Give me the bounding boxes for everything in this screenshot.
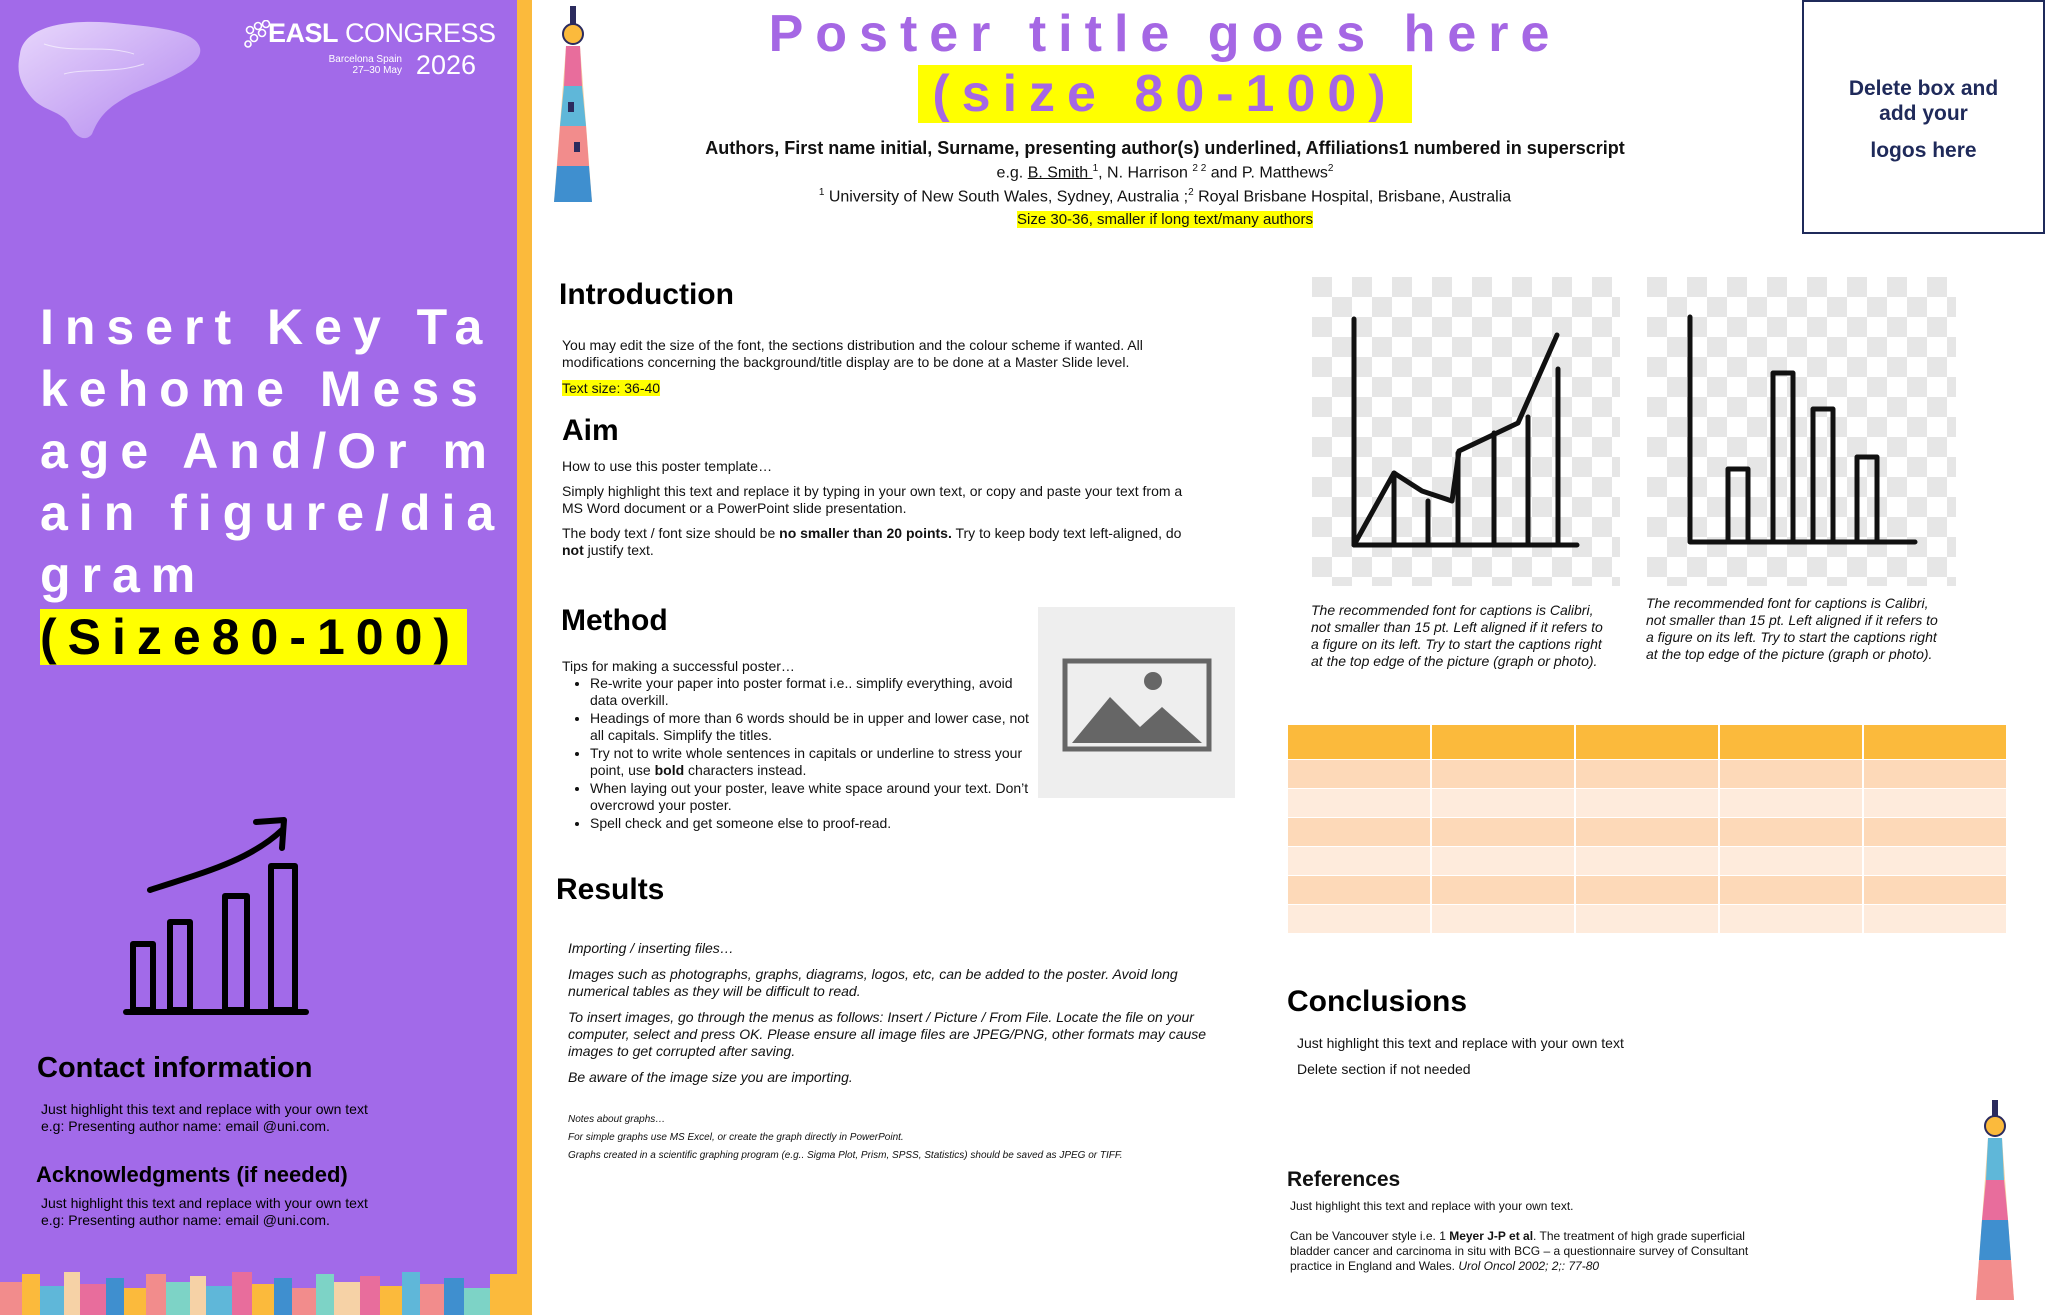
table-header-row	[1288, 725, 2007, 760]
growth-chart-icon	[118, 812, 314, 1016]
table-cell	[1719, 847, 1863, 876]
liver-icon	[14, 14, 204, 142]
references-p1: Just highlight this text and replace with your own text.	[1290, 1199, 1574, 1213]
aim-p3-b: no smaller than 20 points.	[779, 525, 952, 541]
event-logo-dots-icon	[244, 20, 278, 50]
table-header-cell	[1575, 725, 1719, 760]
logo-box-line-2: add your	[1879, 102, 1968, 125]
line-chart-icon[interactable]	[1312, 277, 1620, 586]
acknowledgments-line-1: Just highlight this text and replace with your own text	[41, 1195, 368, 1211]
table-cell	[1863, 876, 2007, 905]
table-cell	[1575, 789, 1719, 818]
table-cell	[1719, 760, 1863, 789]
results-heading: Results	[556, 873, 665, 906]
aim-p3-c: Try to keep body text left-aligned, do	[951, 525, 1182, 541]
logo-box[interactable]	[1802, 0, 2045, 234]
example-sup-2: 2 2	[1192, 163, 1207, 174]
table-row	[1288, 818, 2007, 847]
method-tips	[562, 675, 1032, 832]
table-cell	[1863, 847, 2007, 876]
image-placeholder[interactable]	[1038, 607, 1235, 798]
example-sup-1: 1	[1092, 163, 1099, 174]
table-cell	[1288, 905, 1431, 934]
aim-p3-a: The body text / font size should be	[562, 525, 780, 541]
key-message-text: Insert Key Takehome Message And/Or main figure/diagram	[40, 299, 506, 603]
acknowledgments-heading: Acknowledgments (if needed)	[36, 1162, 348, 1187]
example-sup-3: 2	[1327, 163, 1334, 174]
table-cell	[1288, 760, 1431, 789]
data-table	[1288, 725, 2008, 934]
event-location: Barcelona Spain	[328, 54, 402, 65]
table-header-cell	[1431, 725, 1575, 760]
table-cell	[1575, 760, 1719, 789]
table-header-cell	[1863, 725, 2007, 760]
results-note-2: For simple graphs use MS Excel, or create the graph directly in PowerPoint.	[568, 1132, 904, 1143]
poster-title	[540, 4, 1790, 124]
aff-text-2: Royal Brisbane Hospital, Brisbane, Australia	[1193, 188, 1512, 206]
contact-line-1: Just highlight this text and replace with your own text	[41, 1101, 368, 1117]
table-cell	[1431, 789, 1575, 818]
method-tip3-c: characters instead.	[684, 762, 807, 778]
acknowledgments-text	[41, 1195, 368, 1229]
table-cell	[1288, 847, 1431, 876]
aim-p1: How to use this poster template…	[562, 458, 773, 474]
method-tip3-a: Try not to write whole sentences in capitals or underline to stress your point, use	[590, 745, 1023, 778]
example-end: and P. Matthews	[1206, 164, 1328, 182]
reference-b: Meyer J-P et al	[1449, 1229, 1534, 1243]
table-cell	[1719, 905, 1863, 934]
aim-p3-e: justify text.	[583, 542, 654, 558]
introduction-size-note-wrap	[562, 380, 660, 397]
conclusions-body	[1297, 1035, 1897, 1078]
results-p3: To insert images, go through the menus as follows: Insert / Picture / From File. Locate the file on your computer, select and press OK. Please ensure all image files are JPEG/PNG, other formats may cause images to get corrupted after saving.	[568, 1009, 1207, 1059]
method-tip: • When laying out your poster, leave white space around your text. Don’t overcrowd your poster.	[590, 780, 1032, 814]
method-body	[562, 658, 1032, 833]
accent-stripe	[517, 0, 532, 1315]
results-p1: Importing / inserting files…	[568, 940, 734, 956]
contact-line-2: e.g: Presenting author name: email @uni.com.	[41, 1118, 330, 1134]
results-p4: Be aware of the image size you are importing.	[568, 1069, 853, 1085]
method-tip: • Re-write your paper into poster format i.e.. simplify everything, avoid data overkill.	[590, 675, 1032, 709]
left-panel	[0, 0, 517, 1315]
reference-c: . The treatment of high grade superficial bladder cancer and carcinoma in situ with BCG – a questionnaire survey of Consultant practice in England and Wales.	[1290, 1229, 1749, 1273]
reference-entry	[1290, 1229, 1770, 1274]
table-row	[1288, 789, 2007, 818]
method-tip: • Spell check and get someone else to proof-read.	[590, 815, 1032, 832]
size-note: Size 30-36, smaller if long text/many authors	[1017, 211, 1313, 228]
results-p2: Images such as photographs, graphs, diagrams, logos, etc, can be added to the poster. Avoid long numerical tables as they will be difficult to read.	[568, 966, 1178, 999]
table-cell	[1575, 818, 1719, 847]
example-mid: , N. Harrison	[1098, 164, 1193, 182]
aim-p3-d: not	[562, 542, 584, 558]
reference-a: Can be Vancouver style i.e. 1	[1290, 1229, 1450, 1243]
conclusions-heading: Conclusions	[1287, 985, 1468, 1018]
event-name-bold: EASL	[268, 18, 339, 48]
results-note-1: Notes about graphs…	[568, 1114, 666, 1125]
table-cell	[1863, 818, 2007, 847]
table-cell	[1288, 789, 1431, 818]
event-logo	[244, 18, 496, 80]
table-cell	[1719, 876, 1863, 905]
authors-line: Authors, First name initial, Surname, presenting author(s) underlined, Affiliations1 numbered in superscript	[705, 138, 1625, 158]
affiliations	[540, 187, 1790, 206]
bar-chart-icon[interactable]	[1647, 277, 1956, 586]
method-intro: Tips for making a successful poster…	[562, 658, 795, 674]
reference-d: Urol Oncol 2002; 2;: 77-80	[1458, 1259, 1600, 1273]
conclusions-p1: Just highlight this text and replace with your own text	[1297, 1035, 1624, 1051]
aim-p2: Simply highlight this text and replace it by typing in your own text, or copy and paste your text from a MS Word document or a PowerPoint slide presentation.	[562, 483, 1183, 516]
table-cell	[1863, 905, 2007, 934]
table-cell	[1575, 847, 1719, 876]
table-cell	[1288, 818, 1431, 847]
table-row	[1288, 905, 2007, 934]
aim-heading: Aim	[562, 414, 619, 447]
event-year: 2026	[415, 50, 476, 80]
conclusions-p2: Delete section if not needed	[1297, 1061, 1471, 1077]
table-cell	[1863, 760, 2007, 789]
image-placeholder-icon	[1038, 607, 1235, 798]
table-row	[1288, 760, 2007, 789]
aff-sup-2: 2	[1188, 187, 1194, 198]
event-location-dates	[329, 54, 402, 76]
logo-box-line-1: Delete box and	[1848, 77, 1999, 100]
introduction-text: You may edit the size of the font, the sections distribution and the colour scheme if wanted. All modifications concerning the background/title display are to be done at a Master Slide level.	[562, 337, 1143, 370]
table-row	[1288, 847, 2007, 876]
table-cell	[1431, 876, 1575, 905]
contact-text	[41, 1101, 368, 1135]
results-notes	[568, 1114, 1248, 1162]
table-header-cell	[1719, 725, 1863, 760]
acknowledgments-line-2: e.g: Presenting author name: email @uni.com.	[41, 1212, 330, 1228]
table-cell	[1431, 818, 1575, 847]
table-cell	[1575, 905, 1719, 934]
example-prefix: e.g.	[996, 164, 1028, 182]
poster-title-line-1: Poster title goes here	[768, 5, 1562, 63]
table-header-cell	[1288, 725, 1431, 760]
authors-example	[540, 163, 1790, 182]
tower-decoration-bottom	[1970, 1100, 2020, 1305]
method-heading: Method	[561, 604, 668, 637]
aff-sup-1: 1	[818, 187, 825, 198]
table-cell	[1431, 847, 1575, 876]
figure-caption-2: The recommended font for captions is Calibri, not smaller than 15 pt. Left aligned if it refers to a figure on its left. Try to start the captions right at the top edge of the picture (graph or photo).	[1646, 595, 1938, 662]
results-body	[568, 940, 1228, 1086]
introduction-size-note: Text size: 36-40	[562, 380, 661, 396]
skyline-decoration	[0, 1268, 517, 1315]
references-heading: References	[1287, 1168, 1401, 1191]
method-tip3-b: bold	[654, 762, 685, 778]
method-tip	[590, 745, 1032, 779]
table-cell	[1431, 760, 1575, 789]
introduction-heading: Introduction	[559, 278, 734, 311]
logo-box-line-3: logos here	[1870, 139, 1977, 162]
table-cell	[1288, 876, 1431, 905]
aim-body	[562, 458, 1202, 559]
event-name: CONGRESS	[338, 18, 496, 48]
table-cell	[1431, 905, 1575, 934]
poster-title-line-2: (size 80-100)	[918, 65, 1411, 123]
references-body	[1290, 1199, 1770, 1274]
aff-text-1: University of New South Wales, Sydney, Australia ;	[824, 188, 1189, 206]
table-cell	[1719, 818, 1863, 847]
example-author-underlined: B. Smith	[1027, 164, 1093, 182]
table-cell	[1575, 876, 1719, 905]
key-message-size: (Size80-100)	[40, 609, 467, 665]
results-note-3: Graphs created in a scientific graphing program (e.g.. Sigma Plot, Prism, SPSS, Statistics) should be saved as JPEG or TIFF.	[568, 1150, 1123, 1161]
method-tip: • Headings of more than 6 words should be in upper and lower case, not all capitals. Simplify the titles.	[590, 710, 1032, 744]
contact-heading: Contact information	[37, 1052, 313, 1084]
table-cell	[1719, 789, 1863, 818]
aim-p3	[562, 525, 1202, 559]
event-dates: 27–30 May	[352, 65, 402, 76]
table-cell	[1863, 789, 2007, 818]
table-row	[1288, 876, 2007, 905]
size-note-wrap	[540, 211, 1790, 228]
figure-caption-1: The recommended font for captions is Calibri, not smaller than 15 pt. Left aligned if it refers to a figure on its left. Try to start the captions right at the top edge of the picture (graph or photo).	[1311, 602, 1603, 669]
key-message	[40, 296, 510, 668]
